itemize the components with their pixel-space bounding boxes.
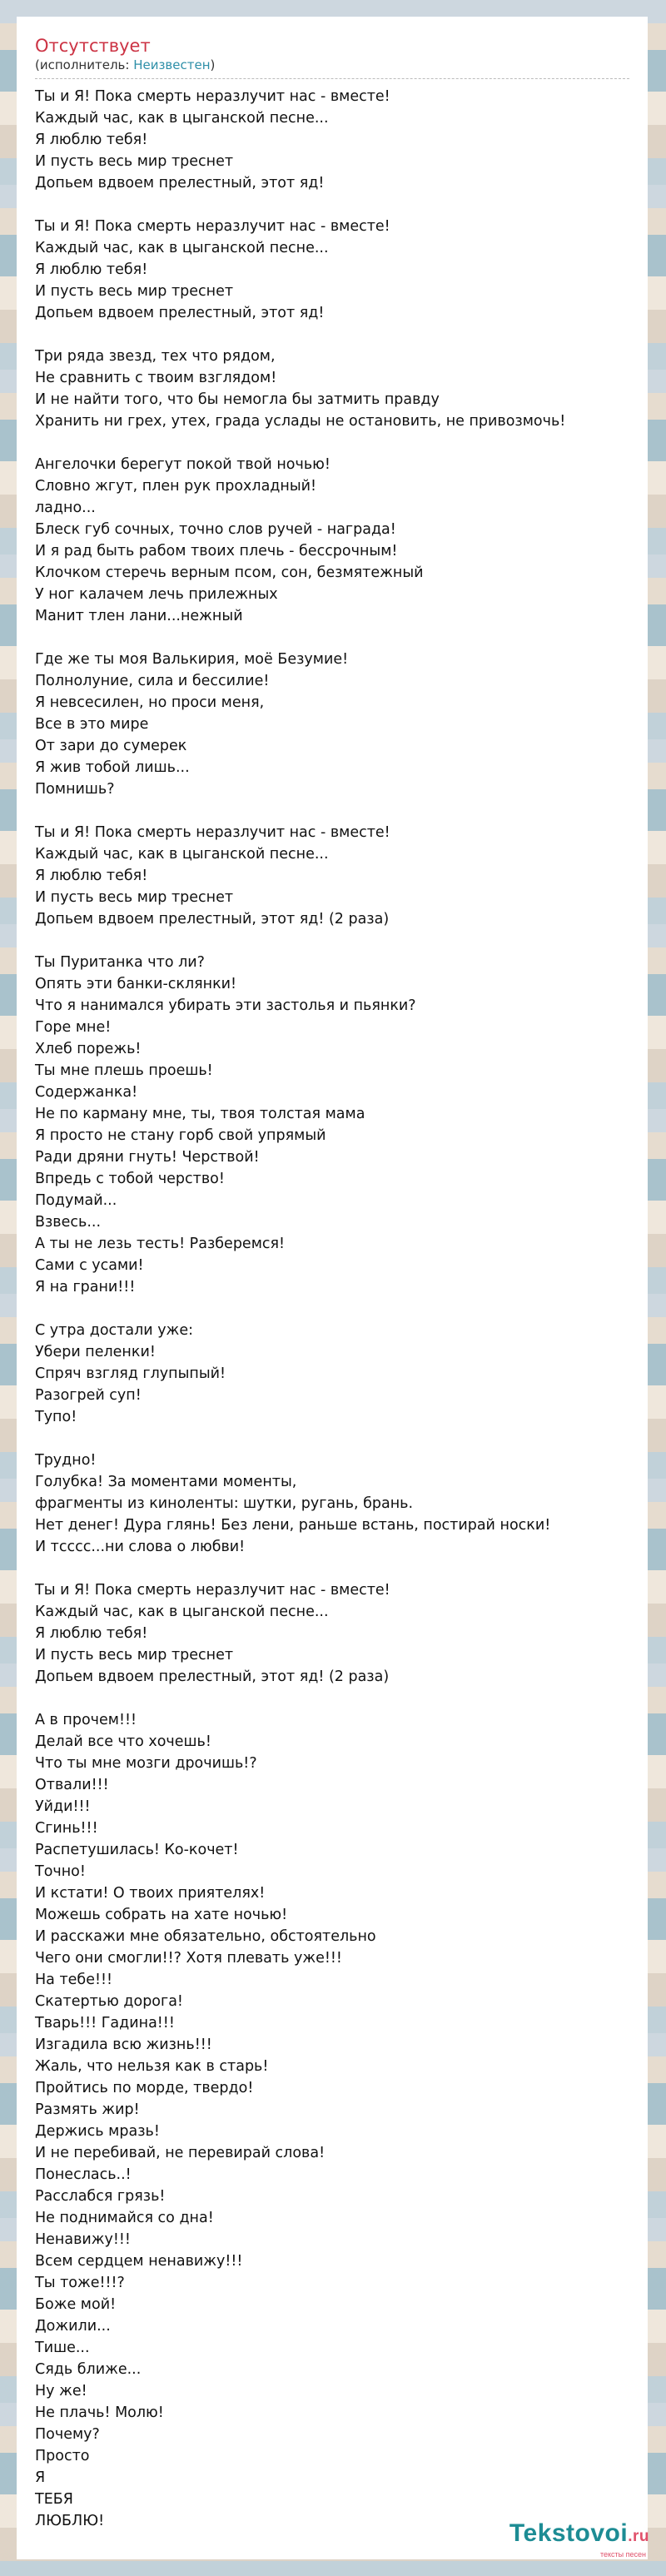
lyric-line: Три ряда звезд, тех что рядом, [35, 348, 276, 365]
lyric-line: И пусть весь мир треснет [35, 283, 234, 300]
lyric-line: Ты и Я! Пока смерть неразлучит нас - вместе! [35, 824, 390, 841]
lyric-line: Каждый час, как в цыганской песне... [35, 1604, 329, 1620]
lyric-line: Я люблю тебя! [35, 868, 148, 884]
logo-tld: .ru [628, 2528, 649, 2545]
lyric-line: Допьем вдвоем прелестный, этот яд! [35, 175, 325, 191]
lyric-line: И не перебивай, не перевирай слова! [35, 2145, 326, 2161]
lyric-line: Допьем вдвоем прелестный, этот яд! [35, 305, 325, 321]
lyric-line: От зари до сумерек [35, 738, 187, 754]
lyric-line: Тише... [35, 2340, 90, 2356]
lyric-line: Точно! [35, 1863, 86, 1880]
stanza [35, 1579, 629, 1688]
lyric-line: Нет денег! Дура глянь! Без лени, раньше встань, постирай носки! [35, 1517, 551, 1534]
lyric-line: И расскажи мне обязательно, обстоятельно [35, 1928, 376, 1945]
stanza [35, 952, 629, 1298]
lyric-line: Ангелочки берегут покой твой ночью! [35, 456, 331, 473]
lyric-line: Допьем вдвоем прелестный, этот яд! (2 раза) [35, 911, 390, 927]
lyrics-body [35, 86, 629, 2532]
lyric-line: Убери пеленки! [35, 1344, 156, 1360]
lyric-line: Жаль, что нельзя как в старь! [35, 2058, 269, 2075]
lyric-line: Изгадила всю жизнь!!! [35, 2036, 212, 2053]
lyric-line: И тсссс...ни слова о любви! [35, 1539, 246, 1555]
site-logo[interactable] [450, 2520, 649, 2559]
lyric-line: Просто [35, 2448, 90, 2464]
lyric-line: Я люблю тебя! [35, 1625, 148, 1642]
lyric-line: Ненавижу!!! [35, 2231, 131, 2248]
lyric-line: Я просто не стану горб свой упрямый [35, 1127, 326, 1144]
lyric-line: Почему? [35, 2426, 100, 2443]
lyric-line: Сгинь!!! [35, 1820, 98, 1837]
lyric-line: Ты и Я! Пока смерть неразлучит нас - вместе! [35, 88, 390, 105]
lyric-line: Боже мой! [35, 2296, 117, 2313]
lyric-line: Я люблю тебя! [35, 261, 148, 278]
lyric-line: Каждый час, как в цыганской песне... [35, 240, 329, 256]
stanza [35, 216, 629, 324]
song-title: Отсутствует [35, 36, 151, 56]
artist-prefix: (исполнитель: [35, 57, 134, 72]
lyric-line: Уйди!!! [35, 1798, 91, 1815]
lyric-line: Словно жгут, плен рук прохладный! [35, 478, 317, 495]
logo-wordmark [450, 2520, 649, 2550]
lyric-line: Разогрей суп! [35, 1387, 142, 1404]
lyric-line: Не плачь! Молю! [35, 2404, 164, 2421]
lyric-line: Ты тоже!!!? [35, 2275, 125, 2291]
lyric-line: Опять эти банки-склянки! [35, 976, 237, 992]
lyric-line: Пройтись по морде, твердо! [35, 2080, 254, 2096]
lyric-line: А в прочем!!! [35, 1712, 137, 1728]
stanza [35, 822, 629, 930]
lyric-line: Ради дряни гнуть! Черствой! [35, 1149, 260, 1166]
lyric-line: Я люблю тебя! [35, 132, 148, 148]
lyric-line: Где же ты моя Валькирия, моё Безумие! [35, 651, 349, 668]
lyric-line: У ног калачем лечь прилежных [35, 586, 278, 603]
lyric-line: Скатертью дорога! [35, 1993, 183, 2010]
stanza [35, 454, 629, 627]
lyric-line: Я на грани!!! [35, 1279, 136, 1295]
lyric-line: Не сравнить с твоим взглядом! [35, 370, 277, 386]
lyric-line: Ты Пуританка что ли? [35, 954, 205, 971]
lyric-line: И пусть весь мир треснет [35, 889, 234, 906]
lyric-line: Распетушилась! Ко-кочет! [35, 1842, 239, 1858]
lyric-line: Не поднимайся со дна! [35, 2210, 214, 2226]
lyric-line: Содержанка! [35, 1084, 138, 1101]
lyric-line: Блеск губ сочных, точно слов ручей - награда! [35, 521, 396, 538]
lyric-line: Всем сердцем ненавижу!!! [35, 2253, 243, 2270]
lyric-line: Понеслась..! [35, 2166, 132, 2183]
lyric-line: Ну же! [35, 2383, 87, 2399]
lyric-line: Горе мне! [35, 1019, 112, 1036]
lyric-line: Помнишь? [35, 781, 115, 798]
stanza [35, 1709, 629, 2532]
lyric-line: И я рад быть рабом твоих плечь - бессрочным! [35, 543, 398, 559]
logo-name: Tekstovoi [509, 2519, 629, 2547]
lyric-line: Что я нанимался убирать эти застолья и пьянки? [35, 997, 416, 1014]
artist-suffix: ) [210, 57, 216, 72]
lyric-line: Клочком стеречь верным псом, сон, безмятежный [35, 564, 424, 581]
lyric-line: Я невсесилен, но проси меня, [35, 694, 265, 711]
lyric-line: На тебе!!! [35, 1972, 113, 1988]
lyric-line: Сами с усами! [35, 1257, 144, 1274]
lyric-line: Ты и Я! Пока смерть неразлучит нас - вместе! [35, 1582, 390, 1599]
lyric-line: Держись мразь! [35, 2123, 160, 2140]
lyric-line: Делай все что хочешь! [35, 1733, 211, 1750]
lyric-line: Подумай... [35, 1192, 117, 1209]
lyric-line: Ты мне плешь проешь! [35, 1062, 213, 1079]
lyrics-card [17, 17, 648, 2559]
lyric-line: Я жив тобой лишь... [35, 759, 190, 776]
lyric-line: Тупо! [35, 1409, 77, 1425]
lyric-line: Взвесь... [35, 1214, 102, 1231]
lyric-line: Хранить ни грех, утех, града услады не остановить, не привозмочь! [35, 413, 566, 430]
lyric-line: фрагменты из киноленты: шутки, ругань, брань. [35, 1495, 414, 1512]
lyric-line: Расслабся грязь! [35, 2188, 166, 2205]
lyric-line: И пусть весь мир треснет [35, 153, 234, 170]
lyric-line: А ты не лезь тесть! Разберемся! [35, 1236, 286, 1252]
lyric-line: Манит тлен лани...нежный [35, 608, 243, 624]
lyric-line: Допьем вдвоем прелестный, этот яд! (2 раза) [35, 1668, 390, 1685]
stanza [35, 346, 629, 432]
lyric-line: Не по карману мне, ты, твоя толстая мама [35, 1106, 365, 1122]
lyric-line: Отвали!!! [35, 1777, 109, 1793]
lyric-line: Полнолуние, сила и бессилие! [35, 673, 270, 689]
lyric-line: Трудно! [35, 1452, 97, 1469]
stanza [35, 86, 629, 194]
lyric-line: Что ты мне мозги дрочишь!? [35, 1755, 257, 1772]
lyric-line: И пусть весь мир треснет [35, 1647, 234, 1663]
lyric-line: Каждый час, как в цыганской песне... [35, 110, 329, 127]
stanza [35, 649, 629, 800]
lyric-line: Чего они смогли!!? Хотя плевать уже!!! [35, 1950, 342, 1967]
lyric-line: Хлеб порежь! [35, 1041, 142, 1057]
lyric-line: ТЕБЯ [35, 2491, 73, 2508]
lyric-line: ладно... [35, 500, 96, 516]
lyric-line: Все в это мире [35, 716, 149, 733]
artist-link[interactable]: Неизвестен [133, 57, 211, 72]
lyric-line: Сядь ближе... [35, 2361, 142, 2378]
lyric-line: Голубка! За моментами моменты, [35, 1474, 297, 1490]
logo-subtitle: тексты песен [599, 2550, 646, 2559]
lyric-line: Дожили... [35, 2318, 111, 2335]
lyric-line: Размять жир! [35, 2101, 140, 2118]
lyric-line: И не найти того, что бы немогла бы затмить правду [35, 391, 440, 408]
lyric-line: Спряч взгляд глупыпый! [35, 1365, 226, 1382]
stanza [35, 1450, 629, 1558]
lyric-line: Можешь собрать на хате ночью! [35, 1907, 288, 1923]
artist-line [35, 57, 629, 79]
lyric-line: С утра достали уже: [35, 1322, 193, 1339]
lyric-line: Каждый час, как в цыганской песне... [35, 846, 329, 863]
lyric-line: Я [35, 2469, 46, 2486]
lyric-line: Тварь!!! Гадина!!! [35, 2015, 175, 2031]
lyric-line: Ты и Я! Пока смерть неразлучит нас - вместе! [35, 218, 390, 235]
lyric-line: И кстати! О твоих приятелях! [35, 1885, 266, 1902]
lyric-line: Впредь с тобой черство! [35, 1171, 225, 1187]
stanza [35, 1320, 629, 1428]
lyric-line: ЛЮБЛЮ! [35, 2513, 105, 2529]
